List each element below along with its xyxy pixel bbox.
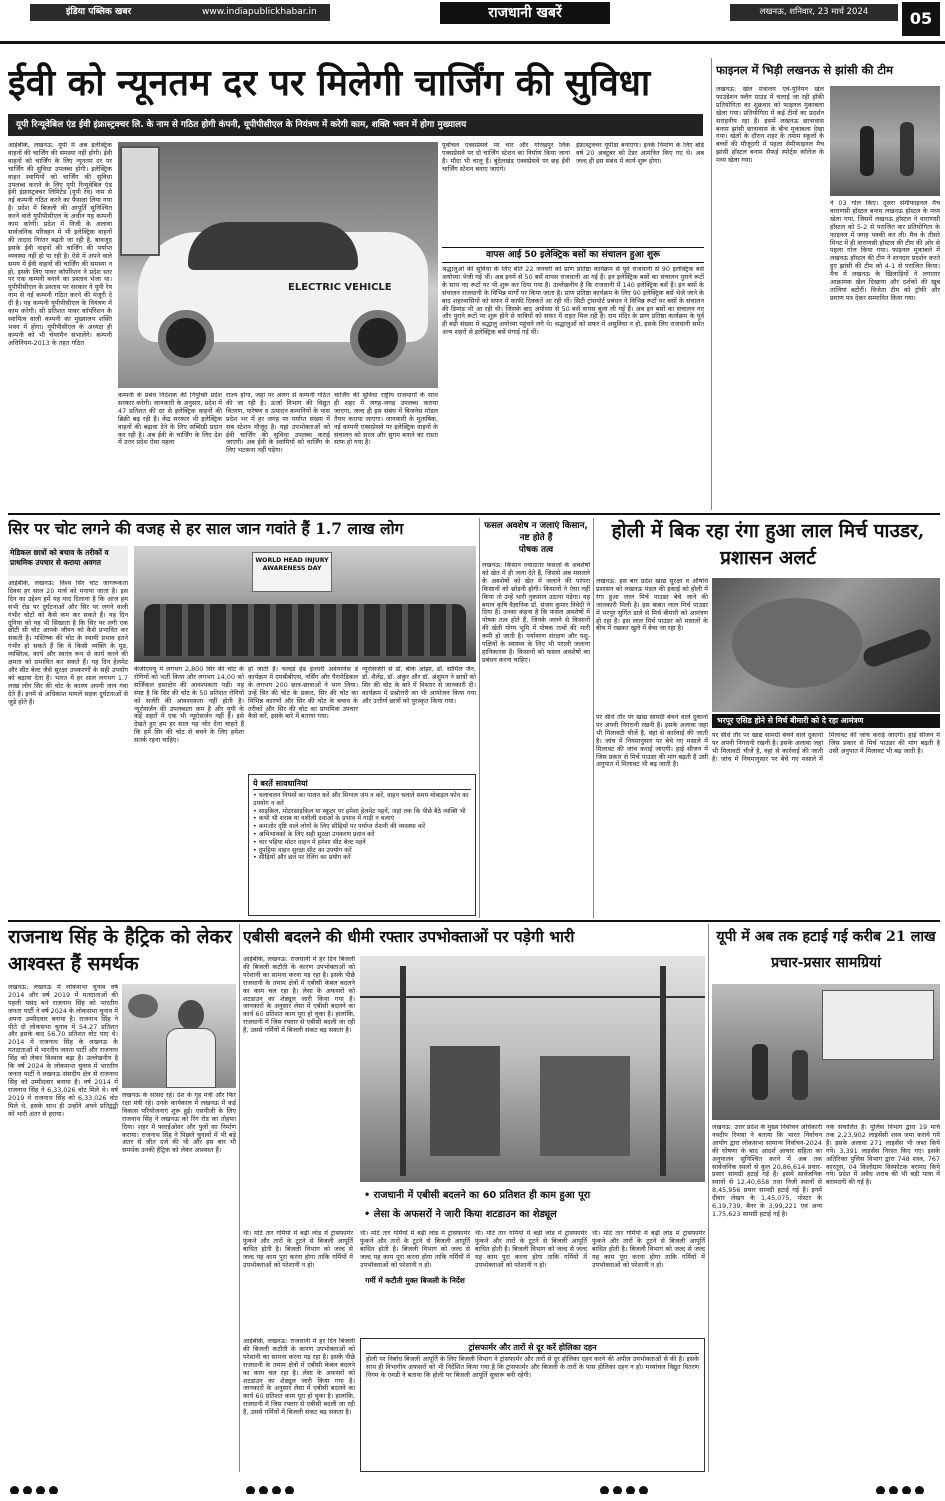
rule-right	[711, 58, 712, 510]
abc-headline	[243, 924, 705, 952]
rajnath-col1	[8, 984, 118, 1472]
rajnath-col2-text: लखनऊ के सांसद रहे। देश के गृह मंत्री और फिर रक्षा मंत्री रहे। उनके कार्यकाल में लखनऊ में कई विकास परियोजनाएं शुरू हुईं। एसपीजी के लिए राजनाथ सिंह ने लखनऊ को रिंग रोड का तोहफा दिया। शहर में फ्लाईओवर और पुलों का निर्माण कराया। राजनाथ सिंह ने पिछले चुनावों में भी बड़े अंतर से जीत दर्ज की थी और इस बार भी समर्थक उनकी हैट्रिक को लेकर आश्वस्त हैं।	[122, 1092, 236, 1155]
ev-wheel-rear	[350, 310, 406, 366]
chilli-photo	[712, 578, 940, 712]
lead-col-right	[576, 142, 704, 242]
holika-box	[360, 1338, 705, 1472]
paper-name: इंडिया पब्लिक खबर	[66, 7, 132, 17]
abc-col1-text: आईबीके, लखनऊ: राजधानी में हर दिन बिजली की बिजली कटौती के कारण उपभोक्ताओं को परेशानी का सामना करना पड़ रहा है। इसके पीछे राजधानी के तमाम क्षेत्रों में एबीसी केबल बदलने का काम चल रहा है। लेसा के अफसरों को शटडाउन का शेड्यूल जारी किया गया है। जानकारों के अनुसार लेसा में एबीसी बदलने का कार्य 60 प्रतिशत काम पूरा हो चुका है। हालांकि, राजधानी में जिस रफ्तार से एबीसी बदली जा रही है, उससे गर्मियों में बिजली संकट बढ़ सकता है।	[243, 956, 355, 1035]
poster-col2-text: नके संचालित हैं। पुलिस विभाग द्वारा 19 मार्च तक 2,23,902 लाइसेंसी शस्त्र जमा कराये गये हैं। इसके अलावा 271 लाइसेंस भी जब्त किये गये। 3,391 लाइसेंस निरस्त किए गए। इसके अतिरिक्त पुलिस विभाग द्वारा 748 शस्त्र, 767 कारतूस, 04 किलोग्राम विस्फोटक बरामद किये गये। प्रदेश में अवैध शराब की भी बड़ी मात्रा में बरामदगी की गई है।	[826, 1124, 940, 1187]
section-title	[440, 2, 610, 24]
injury-col1	[8, 580, 128, 916]
footer-dots-left	[10, 1480, 90, 1494]
bus-body	[442, 266, 704, 510]
injury-photo	[134, 546, 476, 662]
injury-col3	[248, 666, 358, 770]
bus-heading	[442, 247, 704, 263]
lead-col-right-text: इंफ्रास्ट्रक्चर यूपीडा बनाएगा। इनके निर्माण के लिए बोर्ड वर्ष 20 अक्टूबर को टेंडर आमंत्रित किए गए थे। अब जल्द ही इस संबंध में कार्य शुरू होगा।	[576, 142, 704, 165]
rule-abc	[239, 924, 240, 1472]
farmer-body-text: लखनऊ: किसान ज्यादातर फसलों के अवशेषों को खेत में ही जला देते हैं, जिससे अब मसलले के अवशेषों को खेत में जलाने की परंपरा किसानों को छोड़नी होगी। किसानों ने ऐसा नहीं किया तो उन्हें भारी नुकसान उठाना पड़ेगा। यह बयान कृषि वैज्ञानिक डॉ. संजय कुमार त्रिवेदी ने दिया है। उनका कहना है कि फसल अवशेषों में पोषक तत्व होते हैं, जिनके जलने से किसानों की खेती योग्य भूमि में पोषक तत्वों की भारी कमी हो जाती है। पर्यावरण संरक्षण और पशु-पक्षियों के स्वास्थ्य के लिए भी पराली जलाना हानिकारक है। किसानों को फसल अवशेषों का प्रबंधन करना चाहिए।	[482, 562, 590, 664]
speaker-body	[166, 1028, 216, 1088]
abc-lower-4	[592, 1230, 705, 1334]
abc-lower-5-text: आईबीके, लखनऊ: राजधानी में हर दिन बिजली की बिजली कटौती के कारण उपभोक्ताओं को परेशानी का सामना करना पड़ रहा है। इसके पीछे राजधानी के तमाम क्षेत्रों में एबीसी केबल बदलने का काम चल रहा है। लेसा के अफसरों को शटडाउन का शेड्यूल जारी किया गया है। जानकारों के अनुसार लेसा में एबीसी बदलने का कार्य 60 प्रतिशत काम पूरा हो चुका है। हालांकि, राजधानी में जिस रफ्तार से एबीसी बदली जा रही है, उससे गर्मियों में बिजली संकट बढ़ सकता है।	[243, 1338, 355, 1417]
injury-col3-text: हो जाती है। चल्दर्ड हेड इंज्यरी अवेयरनेस डे कार्यक्रम में एमबीबीएस, नर्सिंग और पैरामेडिकल के लगभग 200 छात्र-छात्राओं ने भाग लिया। उन्हें सिर की चोट के प्रकार, सिर की चोट का विभिन्न कारणों और सिर की चोट के बचाव के तरीकों और सिर की चोट का प्राथमिक उपचार कैसे करें, इसके बारे में बताया गया।	[248, 666, 358, 721]
holi-caption-text: भरपूर एसिड होने से मिर्च बीमारी को दे रहा आमंत्रण	[717, 716, 864, 725]
tips-title: ये बरतें सावधानियां	[253, 778, 471, 790]
worker-1	[752, 1044, 768, 1100]
abc-caption-box	[360, 1186, 705, 1226]
rajnath-col1-text: लखनऊ: लखनऊ में लोकसभा चुनाव वर्ष 2014 और वर्ष 2019 में मतदाताओं की पहली पसंद बने राजनाथ सिंह को भारतीय जनता पार्टी ने वर्ष 2024 के लोकसभा चुनाव में अपना उम्मीदवार बनाया है। राजनाथ सिंह ने पीते दो लोकसभा चुनाव में 54.27 प्रतिशत और इसके बाद 56.70 प्रतिशत वोट पाए थे। 2014 में राजनाथ सिंह के लखनऊ के मतदाताओं में भारतीय जनता पार्टी और राजनाथ सिंह को लेकर विश्वास बढ़ा है। उल्लेखनीय है कि वर्ष 2024 के लोकसभा चुनाव में भारतीय जनता पार्टी ने लखनऊ संसदीय क्षेत्र से राजनाथ सिंह को उम्मीदवार बनाया है। वर्ष 2014 में राजनाथ सिंह ने 6,33,026 वोट मिले थे। वर्ष 2019 में राजनाथ सिंह को 6,33,026 वोट मिले थे, इसके साथ ही उन्होंने अपने प्रतिद्वंद्वी को भारी अंतर से हराया।	[8, 984, 118, 1118]
lead-col-mid	[442, 142, 570, 242]
holi-caption	[712, 714, 940, 728]
injury-banner	[252, 552, 332, 592]
injury-headline	[8, 518, 478, 542]
injury-col4	[362, 666, 476, 770]
final-headline	[716, 60, 941, 82]
page-number	[902, 2, 940, 36]
injury-headline-text: सिर पर चोट लगने की वजह से हर साल जान गवांते हैं 1.7 लाख लोग	[8, 519, 404, 538]
poster-col2	[826, 1124, 940, 1472]
substation-photo	[360, 956, 705, 1182]
footer-dots-mid-1	[246, 1480, 326, 1494]
farmer-kicker-text: फसल अवशेष न जलाएं किसान, नष्ट होते हैं	[484, 521, 588, 543]
masthead-bar	[0, 0, 945, 44]
final-headline-text: फाइनल में भिड़ी लखनऊ से झांसी की टीम	[716, 63, 894, 77]
poster-col1	[712, 1124, 822, 1472]
injury-sub-text: मेडिकल छात्रों को बचाव के तरीकों व प्राथमिक उपचार से कराया अवगत	[10, 548, 109, 567]
lead-headline-text: ईवी को न्यूनतम दर पर मिलेगी चार्जिंग की सुविधा	[8, 62, 651, 104]
lead-below-3	[334, 392, 438, 510]
holi-headline	[596, 518, 940, 574]
ev-car-window	[188, 222, 358, 270]
tip-item: • साइकिल, मोटरसाइकिल या स्कूटर पर हमेशा हेलमेट पहनें, जहां तक कि पीछे बैठे व्यक्ति भी	[253, 807, 466, 815]
final-col2-text: ने 03 गोल किए। दूसरा सेमीफाइनल मैच वाराणसी हॉस्टल बनाम लखनऊ हॉस्टल के मध्य खेला गया, जिसमें लखनऊ हॉस्टल ने वाराणसी हॉस्टल को 5-2 से पराजित कर प्रतियोगिता के फाइनल में जगह पक्की कर ली। मैच के तीसरे मिनट में ही वाराणसी हॉस्टल की टीम की ओर से पहला गोल किया गया। फाइनल मुकाबले में लखनऊ हॉस्टल की टीम ने शानदार प्रदर्शन करते हुए झांसी की टीम को 4-1 से पराजित किया। मैच में लखनऊ के खिलाड़ियों ने लगातार आक्रामक खेल दिखाया और दर्शकों की खूब तालियां बटोरीं। विजेता टीम को ट्रॉफी और प्रमाण पत्र देकर सम्मानित किया गया।	[830, 200, 940, 302]
player-silhouette-2	[900, 122, 914, 176]
lead-strap-text: यूपी रिन्यूवेबिल एंड ईवी इंफ्रास्ट्रक्चर लि. के नाम से गठित होगी कंपनी, यूपीपीसीएल के नियंत्रण में करेगी काम, शक्ति भवन में होगा मुख्यालय	[16, 120, 467, 130]
injury-col4-text: न्यूरोसर्जरी से डॉ. बीके ओझा, डॉ. सोमिल जैन, डॉ. शैलेंद्र, डॉ. अंकुर और डॉ. अंशुमन ने छात्रों को सिर की चोट के बारे में विस्तार से जानकारी दी। कार्यक्रम में प्रश्नोत्तरी का भी आयोजन किया गया और उत्तीर्ण छात्रों को पुरस्कृत किया गया।	[362, 666, 476, 705]
speaker-head	[178, 1000, 204, 1030]
worker-2	[792, 1050, 808, 1100]
abc-lower-5	[243, 1338, 355, 1472]
transformer-1	[430, 1046, 500, 1156]
chilli-pod	[861, 627, 934, 670]
lead-col1-text: आईबीके, लखनऊ: यूपी में अब इलेक्ट्रिक वाहनों की चार्जिंग की समस्या नहीं होगी। ईवी वाहनों को चार्जिंग के लिए न्यूनतम दर पर चार्जिंग की सुविधा उपलब्ध होगी। इलेक्ट्रिक वाहन स्वामियों को चार्जिंग की सुविधा उपलब्ध कराने के लिए यूपी रिन्यूवेबिल एंड ईवी इंफ्रास्ट्रक्चर लिमिटेड (यूपी रेव) नाम से नई कम्पनी गठित करने का फैसला लिया गया है। प्रदेश में बिजली की आपूर्ति सुनिश्चित करने वाले यूपीपीसीएल के अधीन यह कम्पनी काम करेगी। प्रदेश में निजी के अलावा सार्वजनिक परिवहन में भी इलेक्ट्रिक वाहनों की तादाद निरंतर बढ़ती जा रही है, बावजूद इसके ईवी वाहनों की चार्जिंग की पर्याप्त व्यवस्था नहीं हो पा रही है। ऐसे में अपने वाले समय में ईवी वाहनों की चार्जिंग की समस्या न हो, इसके लिए पावर कॉर्पोरेशन ने प्रदेश स्तर पर एक कम्पनी बनाने का प्रस्ताव भेजा था। यूपीपीसीएल के प्रस्ताव पर सरकार ने यूपी रेव नाम से नई कम्पनी गठित करने की मंजूरी दे दी है। यह कम्पनी यूपीपीसीएल के नियंत्रण में काम करेगी। सी प्रतिशत पावर कॉर्पोरेशन के स्वामित्व वाली कम्पनी का मुख्यालय शक्ति भवन में होगा। यूपीपीसीएल के अध्यक्ष ही कम्पनी को भी चेयरमैन संभालेंगे। कम्पनी अधिनियम-2013 के तहत गठित	[8, 142, 112, 347]
charger-unit	[120, 146, 160, 256]
wire	[360, 996, 705, 998]
rajnath-headline-text: राजनाथ सिंह के हैट्रिक को लेकर आश्वस्त हैं समर्थक	[8, 926, 232, 975]
injury-col2-text: केजीएमयू में लगभग 2,800 सिर की चोट के रोगियों को भर्ती किया और लगभग 14,00 को सर्जिकल हस्तक्षेप की आवश्यकता पड़ी। यह स्पष्ट है कि सिर की चोट के 50 प्रतिशत रोगियों को सर्जरी की आवश्यकता नहीं होती है। न्यूरोसर्जन की उपलब्धता कम है और यूपी के कई शहरों में एक भी न्यूरोसर्जन नहीं है। इसे देखते हुए हम हर साल यह जोर देना चाहते हैं कि हमें सिर की चोट से बचने के लिए हमेशा सतर्क रहना चाहिए।	[134, 666, 244, 745]
abc-lower-2	[360, 1230, 470, 1274]
ev-photo	[118, 142, 438, 388]
masthead-left-box	[30, 4, 330, 21]
player-silhouette	[860, 126, 874, 176]
abc-lower-4-text: थी। मोटे तार गर्मियों में बढ़ी लोड में ट्रांसफार्मर फुंकने और तारों के टूटने से बिजली आपूर्ति बाधित होती है। बिजली विभाग को जल्द से जल्द यह काम पूरा करना होगा ताकि गर्मियों में उपभोक्ताओं को परेशानी न हो।	[592, 1230, 705, 1269]
lead-below-3-text: चार्जिंग की सुविधा राष्ट्रीय राजमार्गों के साथ ही शहर में जगह-जगह उपलब्ध कराया जाएगा, जल्द ही इस संबंध में बिजनेस मॉडल तैयार कराया जाएगा। जानकारी के मुताबिक, नई कम्पनी एक्सप्रेसवे पर इलेक्ट्रिक वाहनों के संचालन को सरल और सुगम बनाने का रास्ता साफ हो गया है।	[334, 392, 438, 447]
bus-body-text: श्रद्धालुओं की सुविधा के लिए बीते 22 जनवरी को प्राण प्रतिष्ठा कार्यक्रम से पूर्व राजधानी से 90 इलेक्ट्रिक बसें अयोध्या भेजी गई थीं। अब इनमें से 50 बसें वापस राजधानी आ गई हैं। इन इलेक्ट्रिक बसों का संचालन पुराने रूटों के साथ नए रूटों पर भी शुरू कर दिया गया है। उल्लेखनीय है कि राजधानी में 140 इलेक्ट्रिक बसें हैं। इन बसों के संचालन राजधानी के विभिन्न मार्गों पर किया जाता है। प्राण प्रतिष्ठा कार्यक्रम के लिए 90 इलेक्ट्रिक बसें भेजे जाने के बाद शहरवासियों को सफर में काफी दिक्कतें आ रही थीं। सिटी ट्रांसपोर्ट प्रबंधन ने विभिन्न रूटों पर बसों के संचालन की डिमांड भी आ रही थी। जिसके बाद अयोध्या से 50 बसें वापस बुला ली गई हैं। अब इन बसों का संचालन नए और पुराने रूटों पर शुरू होने से यात्रियों को सफर में राहत मिल रही है। राम मंदिर के प्राण प्रतिष्ठा कार्यक्रम के पूर्व ही बड़ी संख्या में श्रद्धालु अयोध्या पहुंचने लगे थे। श्रद्धालुओं को सफर में असुविधा न हो, इसके लिए राजधानी समेत अन्य शहरों से इलेक्ट्रिक बसें मंगाई गई थीं।	[442, 266, 704, 337]
farmer-body	[482, 562, 590, 916]
lead-col1	[8, 142, 112, 510]
poster-headline-text: यूपी में अब तक हटाई गई करीब 21 लाख प्रचार-प्रसार सामग्रियां	[716, 929, 936, 971]
holi-body-2	[596, 714, 708, 916]
rajnath-headline	[8, 924, 236, 980]
injury-sub	[8, 546, 128, 576]
abc-inner-head-text: गर्मी में कटौती मुक्त बिजली के निर्देश	[365, 1276, 465, 1285]
lotus-emblem	[128, 994, 158, 1018]
injury-banner-text: WORLD HEAD INJURY AWARENESS DAY	[255, 557, 329, 572]
transformer-2	[540, 1056, 630, 1156]
holi-headline-text: होली में बिक रहा रंगा हुआ लाल मिर्च पाउडर, प्रशासन अलर्ट	[611, 520, 925, 569]
tip-item: • चार पहिया मोटर वाहन में हमेशा सीट बेल्ट पहनें	[253, 838, 366, 846]
tip-item: • सीढ़ियों और छत पर रेलिंग का प्रयोग करें	[253, 854, 351, 862]
website-link[interactable]: www.indiapublickhabar.in	[202, 7, 317, 17]
farmer-kicker-text-2: पोषक तत्व	[518, 545, 554, 555]
rajnath-photo	[122, 984, 236, 1088]
lead-below-1-text: कम्पनी के प्रबंध निदेशक की नियुक्ति प्रदेश सरकार करेगी। जानकारी के अनुसार, प्रदेश में 47 प्रतिशत की दर से इलेक्ट्रिक वाहनों की ब्रिक्री बढ़ रही है। केंद्र सरकार भी इलेक्ट्रिक वाहनों की बढ़ावा देने के लिए सब्सिडी प्रदान कर रही है। अब ईवी के चार्जिंग के लिए देश में उत्तर प्रदेश ऐसा पहला	[118, 392, 222, 447]
holi-body	[596, 578, 708, 712]
dateline: लखनऊ, शनिवार, 23 मार्च 2024	[759, 7, 869, 17]
section-label: राजधानी खबरें	[488, 5, 562, 21]
abc-lower-1-text: थी। मोटे तार गर्मियों में बढ़ी लोड में ट्रांसफार्मर फुंकने और तारों के टूटने से बिजली आपूर्ति बाधित होती है। बिजली विभाग को जल्द से जल्द यह काम पूरा करना होगा ताकि गर्मियों में उपभोक्ताओं को परेशानी न हो।	[243, 1230, 353, 1269]
final-col1-text: लखनऊ: खेल मंत्रालय एवं-युनियन खेल फाउंडेशन फ्लैग ग्राउंड में चलाई जा रही हॉकी प्रतियोगिता का शुक्रवार को फाइनल मुकाबला खेला गया। प्रतियोगिता में कई टीमों का प्रदर्शन सराहनीय रहा है। इसमें लखनऊ छात्रावास बनाम झांसी छात्रावास के बीच मुकाबला देखा गया। खेलों के दौरान शहर के तमाम स्कूलों के बच्चों की मौजूदगी में पहला सेमीफाइनल मैच झांसी हॉस्टल बनाम सैफई स्पोर्ट्स कॉलेज के मध्य खेला गया।	[716, 86, 824, 165]
footer-dots-right	[876, 1480, 945, 1494]
group-people	[144, 604, 466, 656]
abc-col1	[243, 956, 355, 1212]
abc-caption-2: • लेसा के अफसरों ने जारी किया शटडाउन का शेड्यूल	[364, 1209, 557, 1220]
dateline-box	[730, 4, 898, 21]
holi-body-text: लखनऊ: इस बार प्रदेश खाद्य सुरक्षा व औषधि प्रशासन को लखनऊ मंडल की इकाई को होली में रंगा हुआ लाल मिर्च पाउडर बेचे जाने की जानकारी मिली है। इस बाबत लाल मिर्च पाउडर में भरपूर सुगिंत डाले से मिर्च बीमारी को आमंत्रण हो रहा है। इस लाल मिर्च पाउडर को मसालों के बीच में रखकर खुले में बेचा जा रहा है।	[596, 578, 708, 633]
rule-farmer	[479, 518, 480, 918]
ev-wheel-front	[158, 310, 214, 366]
holika-box-body: होली पर निर्बाध बिजली आपूर्ति के लिए बिजली विभाग ने ट्रांसफार्मर और तारों से दूर होलिका दहन करने की अपील उपभोक्ताओं से की है। इसके साथ ही विभागीय अफसरों को भी निर्देशित किया गया है कि ट्रांसफार्मर और बिजली के तारों के पास होलिका दहन न हो। मध्यांचल विद्युत वितरण निगम के एमडी ने बताया कि होली पर बिजली आपूर्ति सुचारू बनी रहेगी।	[366, 1355, 699, 1379]
rule-mid-1	[8, 513, 940, 515]
farmer-kicker	[482, 520, 590, 560]
tip-item: • अभिभावकों के लिए सही सुरक्षा उपकरण प्रदान करें	[253, 830, 375, 838]
tips-box	[248, 774, 476, 916]
final-col1	[716, 86, 824, 510]
holika-box-head: ट्रांसफार्मर और तारों से दूर करें होलिका दहन	[366, 1342, 699, 1354]
abc-headline-text: एबीसी बदलने की धीमी रफ्तार उपभोक्ताओं पर पड़ेगी भारी	[243, 927, 575, 946]
rajnath-col2	[122, 1092, 236, 1472]
abc-lower-3	[475, 1230, 587, 1334]
lead-col-mid-text: पूर्वांचल एक्सप्रेसवे पर चार और गोरखपुर लिंक एक्सप्रेसवे पर दो चार्जिंग स्टेशन का निर्माण किया जाना है। मौदा भी चालू हैं। बुंदेलखंड एक्सप्रेसवे पर छह ईवी चार्जिंग स्टेशन बनाए जाएंगे।	[442, 142, 570, 173]
holi-body-3	[712, 732, 940, 916]
bus-heading-text: वापस आई 50 इलेक्ट्रिक बसों का संचालन हुआ शुरू	[485, 250, 661, 260]
poster-headline	[712, 924, 940, 980]
holi-body-3-text: पर सीधे तौर पर खाद्य सामग्री बेचने वाले दुकानों पर अपनी निगरानी रखनी है। इसके अलावा जहां भी मिलावटी चीजें है, वहां से कार्रवाई की जाती है। जांच में नियमानुसार पर बेचे गए मसाले में मिलावट की जांच कराई जाएगी। हाई सीजन में जिस प्रकार से मिर्च पाउडर की मांग बढ़ती है उसी अनुपात में मिलावट भी बढ़ जाती है।	[712, 732, 940, 763]
page-number-label: 05	[909, 9, 933, 28]
abc-lower-1	[243, 1230, 353, 1334]
ev-label-text: ELECTRIC VEHICLE	[288, 282, 392, 293]
rule-mid-2	[8, 920, 940, 922]
lead-below-2	[226, 392, 330, 510]
tip-item: • कभी भी शराब या नशीली दवाओं के प्रभाव में गाड़ी न चलाएं	[253, 815, 395, 823]
abc-inner-head	[360, 1276, 470, 1298]
abc-lower-2-text: थी। मोटे तार गर्मियों में बढ़ी लोड में ट्रांसफार्मर फुंकने और तारों के टूटने से बिजली आपूर्ति बाधित होती है। बिजली विभाग को जल्द से जल्द यह काम पूरा करना होगा ताकि गर्मियों में उपभोक्ताओं को परेशानी न हो।	[360, 1230, 470, 1269]
injury-col1-text: आईबीके, लखनऊ: विश्व सिर चोट जागरूकता दिवस हर साल 20 मार्च को मनाया जाता है। इस दिन का उद्देश्य हमें यह याद दिलाना है कि आज हम सभी रोड पर दुर्घटनाओं और सिर पर लगने वाली गंभीर चोटों को कैसे कम कर सकते हैं। यह दिन दुनिया को यह भी सिखाता है कि सिर पर लगी एक छोटी सी चोट आपके जीवन को कैसे प्रभावित कर सकती है। मस्तिष्क की चोट के स्थायी प्रभाव इतने गंभीर हो सकते हैं कि वे किसी व्यक्ति के मूड, व्यक्तित्व, कार्य और स्वतंत्र रूप से कार्य करने की क्षमता को प्रभावित कर सकते हैं। यह दिन हेलमेट और सीट बेल्ट जैसे सुरक्षा उपकरणों के सही उपयोग को बढ़ावा देता है। भारत में हर साल लगभग 1.7 लाख लोग सिर की चोट के कारण अपनी जान गंवा देते हैं। इनमें से अधिकांश मामले सड़क दुर्घटनाओं से जुड़े होते हैं।	[8, 580, 128, 706]
chilli-heap	[732, 598, 862, 688]
hoarding	[822, 990, 934, 1060]
final-col2	[830, 200, 940, 510]
lead-strap	[8, 114, 703, 136]
tip-item: • दुपहिया वाहन सुरक्षा सीट का उपयोग करें	[253, 846, 352, 854]
lead-below-1	[118, 392, 222, 510]
cm-photo	[712, 984, 940, 1120]
footer-dots-mid-2	[600, 1480, 680, 1494]
ev-door-label	[288, 282, 408, 298]
lead-below-2-text: राज्य होगा, जहां पर अलग से कम्पनी गठित की जा रही है। ऊर्जा विभाग की विद्युत वितरण, पारेषण व उत्पादन कम्पनियों के पास प्रदेश भर में हर जगह पर पर्याप्त संख्या में सब स्टेशन मौजूद है। यहां उपभोक्ताओं को ईवी चार्जिंग की सुविधा उपलब्ध कराई जाएगी। अब ईवी के स्वामियों को चार्जिंग के लिए भटकना नहीं पड़ेगा।	[226, 392, 330, 455]
rule-holi	[593, 518, 594, 918]
abc-caption-1: • राजधानी में एबीसी बदलने का 60 प्रतिशत ही काम हुआ पूरा	[364, 1190, 591, 1201]
tip-item: • चलाचलन नियमों का पालन करें और सिग्नल जंप न करें, वाहन चलाते समय मोबाइल फोन का उपयोग न करें	[253, 792, 469, 807]
hockey-photo	[830, 86, 940, 196]
lead-headline	[8, 58, 708, 110]
injury-col2	[134, 666, 244, 916]
holi-body-2-text: पर सीधे तौर पर खाद्य सामग्री बेचने वाले दुकानों पर अपनी निगरानी रखनी है। इसके अलावा जहां भी मिलावटी चीजें है, वहां से कार्रवाई की जाती है। जांच में नियमानुसार पर बेचे गए मसाले में मिलावट की जांच कराई जाएगी। हाई सीजन में जिस प्रकार से मिर्च पाउडर की मांग बढ़ती है उसी अनुपात में मिलावट भी बढ़ जाती है।	[596, 714, 708, 769]
tip-item: • कमजोर दृष्टि वाले लोगों के लिए सीढ़ियों पर पर्याप्त रोशनी की व्यवस्था करें	[253, 823, 426, 831]
rule-poster	[708, 924, 709, 1472]
abc-lower-3-text: थी। मोटे तार गर्मियों में बढ़ी लोड में ट्रांसफार्मर फुंकने और तारों के टूटने से बिजली आपूर्ति बाधित होती है। बिजली विभाग को जल्द से जल्द यह काम पूरा करना होगा ताकि गर्मियों में उपभोक्ताओं को परेशानी न हो।	[475, 1230, 587, 1269]
poster-col1-text: लखनऊ: उत्तर प्रदेश के मुख्य निर्वाचन अधिकारी नवदीप रिणवा ने बताया कि भारत निर्वाचन आयोग द्वारा लोकसभा सामान्य निर्वाचन-2024 की घोषणा के बाद आदर्श आचार संहिता का अनुपालन सुनिश्चित करने में अब तक सार्वजनिक स्थलों से कुल 20,86,614 प्रचार-प्रसार सामग्री हटाई गई हैं। इसमें सार्वजनिक स्थानों से 12,40,658 तथा निजी स्थानों से 8,45,956 प्रचार सामग्री हटाई गई है। इनमें दीवार लेखन के 1,45,075, पोस्टर के 6,19,739, बैनर के 3,99,221 एवं अन्य 1,75,623 सामग्री हटाई गई है।	[712, 1124, 822, 1218]
